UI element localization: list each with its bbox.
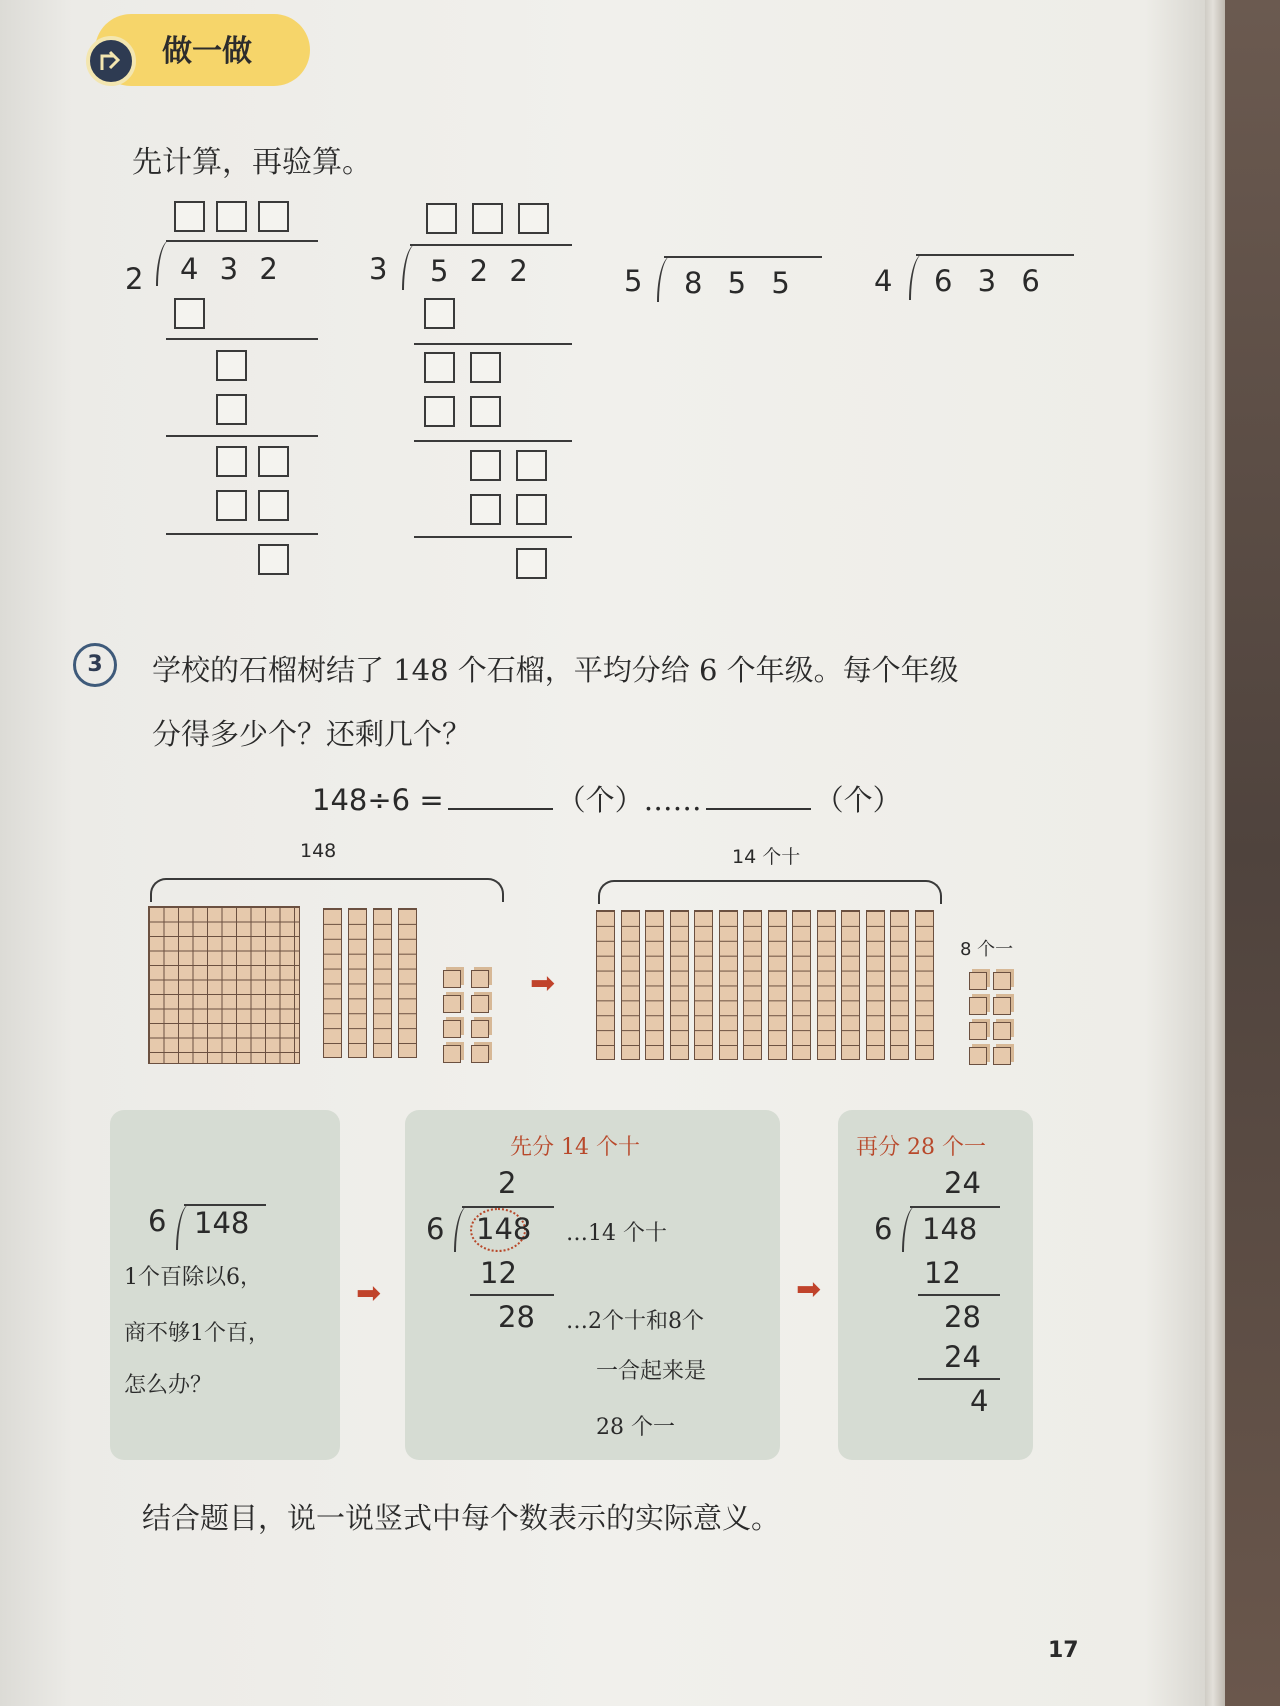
divisor: 6 bbox=[148, 1204, 167, 1238]
unit-label: （个） bbox=[814, 783, 902, 817]
subtraction-line bbox=[166, 338, 318, 340]
quotient: 2 bbox=[498, 1166, 517, 1200]
division-bar bbox=[166, 240, 318, 242]
ten-rod bbox=[398, 908, 417, 1058]
subtraction-line bbox=[470, 1294, 554, 1296]
subtrahend: 24 bbox=[944, 1340, 981, 1374]
brace bbox=[150, 878, 504, 902]
panel-1-text: 怎么办？ bbox=[124, 1373, 213, 1398]
remainder: 28 bbox=[498, 1300, 535, 1334]
dividend: 148 bbox=[922, 1212, 978, 1246]
division-bar bbox=[916, 254, 1074, 256]
ten-rod bbox=[719, 910, 738, 1060]
divisor: 3 bbox=[369, 252, 388, 286]
answer-box[interactable] bbox=[424, 352, 455, 383]
ten-rod bbox=[841, 910, 860, 1060]
quotient-blank[interactable] bbox=[448, 808, 553, 810]
dividend: 148 bbox=[194, 1206, 250, 1240]
question-number: 3 bbox=[73, 643, 117, 687]
unit-cube bbox=[471, 1045, 489, 1063]
ten-rod bbox=[743, 910, 762, 1060]
ten-rod bbox=[621, 910, 640, 1060]
answer-box[interactable] bbox=[426, 203, 457, 234]
ten-rod bbox=[645, 910, 664, 1060]
ten-rod bbox=[348, 908, 367, 1058]
note: 一合起来是 bbox=[596, 1359, 707, 1384]
ten-rod bbox=[817, 910, 836, 1060]
panel-1-text: 商不够1个百， bbox=[124, 1321, 270, 1346]
tens-label: 14 个十 bbox=[732, 846, 801, 868]
step-panel-2 bbox=[405, 1110, 780, 1460]
unit-cube bbox=[969, 997, 987, 1015]
answer-box[interactable] bbox=[216, 350, 247, 381]
ten-rod bbox=[323, 908, 342, 1058]
question-text-line2: 分得多少个？还剩几个？ bbox=[152, 717, 472, 751]
instruction-text: 先计算，再验算。 bbox=[132, 145, 372, 180]
answer-box[interactable] bbox=[470, 396, 501, 427]
answer-box[interactable] bbox=[424, 396, 455, 427]
unit-cube bbox=[443, 1045, 461, 1063]
divisor: 2 bbox=[125, 262, 144, 296]
dividend: 6 3 6 bbox=[934, 264, 1048, 298]
unit-cube bbox=[471, 1020, 489, 1038]
answer-box[interactable] bbox=[174, 298, 205, 329]
panel-1-text: 1个百除以6， bbox=[124, 1265, 262, 1290]
answer-box[interactable] bbox=[258, 201, 289, 232]
ten-rod bbox=[694, 910, 713, 1060]
answer-box[interactable] bbox=[470, 352, 501, 383]
note: …14 个十 bbox=[566, 1221, 667, 1246]
ten-rod bbox=[768, 910, 787, 1060]
unit-cube bbox=[969, 1022, 987, 1040]
subtrahend: 12 bbox=[924, 1256, 961, 1290]
ten-rod bbox=[890, 910, 909, 1060]
divisor: 4 bbox=[874, 264, 893, 298]
unit-cube bbox=[993, 1047, 1011, 1065]
hundred-flat bbox=[148, 906, 300, 1064]
unit-cube bbox=[993, 997, 1011, 1015]
equation-left: 148÷6 = bbox=[312, 783, 444, 817]
answer-box[interactable] bbox=[516, 548, 547, 579]
subtraction-line bbox=[166, 533, 318, 535]
remainder: 28 bbox=[944, 1300, 981, 1334]
answer-box[interactable] bbox=[470, 450, 501, 481]
answer-box[interactable] bbox=[472, 203, 503, 234]
subtraction-line bbox=[414, 536, 572, 538]
ten-rod bbox=[866, 910, 885, 1060]
subtraction-line bbox=[918, 1378, 1000, 1380]
answer-box[interactable] bbox=[174, 201, 205, 232]
total-label: 148 bbox=[300, 840, 337, 862]
divisor: 6 bbox=[874, 1212, 893, 1246]
ten-rod bbox=[596, 910, 615, 1060]
subtraction-line bbox=[918, 1294, 1000, 1296]
pencil-icon bbox=[86, 36, 136, 86]
unit-cube bbox=[993, 972, 1011, 990]
table-surface bbox=[1225, 0, 1280, 1706]
subtraction-line bbox=[414, 440, 572, 442]
quotient: 24 bbox=[944, 1166, 981, 1200]
step-title: 再分 28 个一 bbox=[856, 1135, 986, 1160]
ones-label: 8 个一 bbox=[960, 939, 1014, 960]
page-number: 17 bbox=[1048, 1638, 1079, 1663]
answer-box[interactable] bbox=[516, 450, 547, 481]
unit-cube bbox=[443, 970, 461, 988]
answer-box[interactable] bbox=[518, 203, 549, 234]
dividend: 148 bbox=[476, 1212, 532, 1246]
unit-cube bbox=[443, 995, 461, 1013]
remainder-blank[interactable] bbox=[706, 808, 811, 810]
answer-box[interactable] bbox=[258, 490, 289, 521]
unit-cube bbox=[471, 970, 489, 988]
section-title: 做一做 bbox=[162, 34, 252, 69]
unit-cube bbox=[969, 972, 987, 990]
right-arrow-icon: ➡ bbox=[530, 966, 556, 1001]
brace bbox=[598, 880, 942, 904]
ten-rod bbox=[792, 910, 811, 1060]
note: 28 个一 bbox=[596, 1415, 675, 1440]
division-bar bbox=[910, 1206, 1000, 1208]
dividend: 5 2 2 bbox=[430, 254, 534, 288]
answer-box[interactable] bbox=[258, 446, 289, 477]
final-remainder: 4 bbox=[970, 1384, 989, 1418]
answer-box[interactable] bbox=[470, 494, 501, 525]
note: …2个十和8个 bbox=[566, 1309, 704, 1334]
subtraction-line bbox=[414, 343, 572, 345]
divisor: 5 bbox=[624, 264, 643, 298]
answer-box[interactable] bbox=[258, 544, 289, 575]
answer-box[interactable] bbox=[216, 490, 247, 521]
division-bar bbox=[462, 1206, 554, 1208]
unit-label: （个）…… bbox=[556, 783, 702, 817]
division-bar bbox=[664, 256, 822, 258]
dividend: 8 5 5 bbox=[684, 266, 798, 300]
answer-box[interactable] bbox=[424, 298, 455, 329]
division-bar bbox=[410, 244, 572, 246]
unit-cube bbox=[443, 1020, 461, 1038]
step-title: 先分 14 个十 bbox=[510, 1135, 640, 1160]
right-arrow-icon: ➡ bbox=[796, 1272, 822, 1307]
discussion-prompt: 结合题目，说一说竖式中每个数表示的实际意义。 bbox=[142, 1501, 781, 1535]
subtrahend: 12 bbox=[480, 1256, 517, 1290]
answer-box[interactable] bbox=[516, 494, 547, 525]
ten-rod bbox=[373, 908, 392, 1058]
divisor: 6 bbox=[426, 1212, 445, 1246]
answer-box[interactable] bbox=[216, 446, 247, 477]
ten-rod bbox=[915, 910, 934, 1060]
page-edge bbox=[1205, 0, 1225, 1706]
answer-box[interactable] bbox=[216, 394, 247, 425]
dividend: 4 3 2 bbox=[180, 252, 284, 286]
unit-cube bbox=[471, 995, 489, 1013]
unit-cube bbox=[969, 1047, 987, 1065]
equation bbox=[312, 778, 902, 819]
question-text-line1: 学校的石榴树结了 148 个石榴，平均分给 6 个年级。每个年级 bbox=[152, 653, 959, 687]
right-arrow-icon: ➡ bbox=[356, 1276, 382, 1311]
answer-box[interactable] bbox=[216, 201, 247, 232]
subtraction-line bbox=[166, 435, 318, 437]
ten-rod bbox=[670, 910, 689, 1060]
unit-cube bbox=[993, 1022, 1011, 1040]
